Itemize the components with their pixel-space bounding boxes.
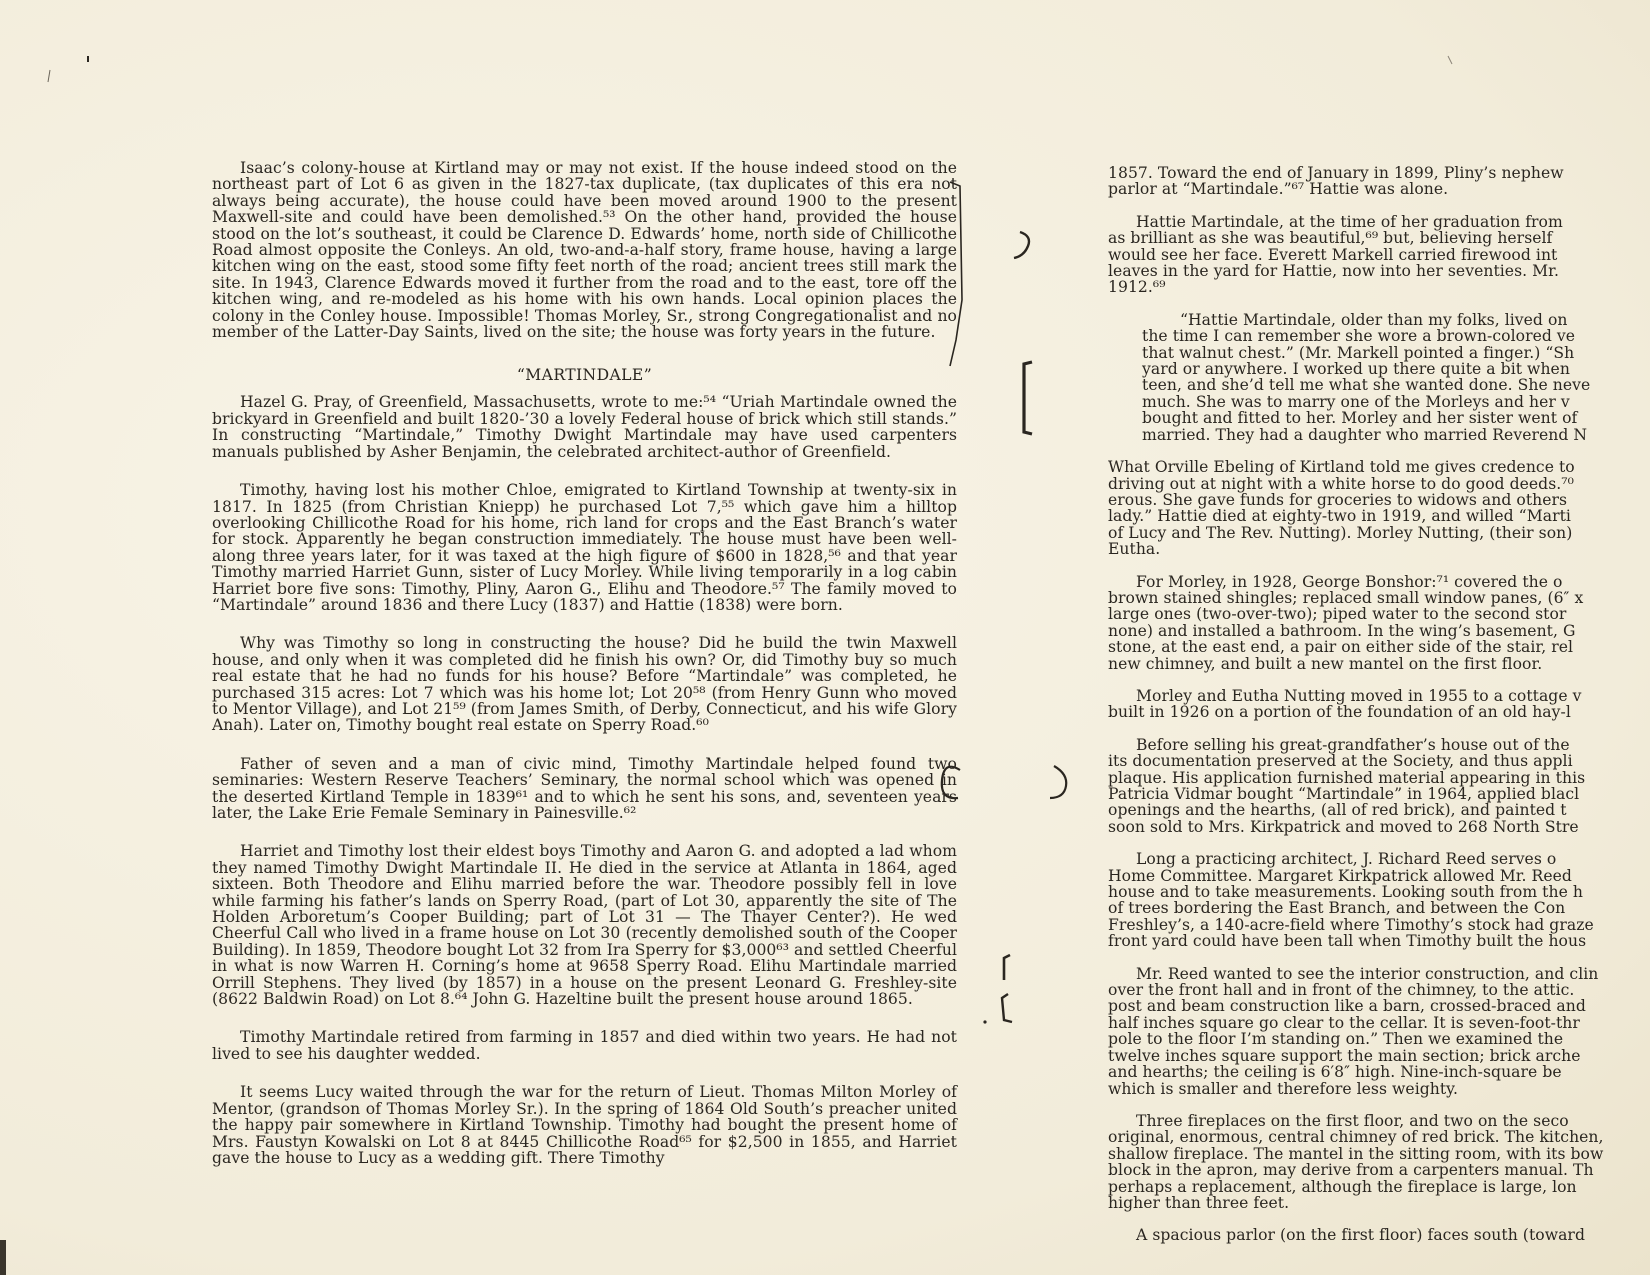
body-line: as brilliant as she was beautiful,⁶⁹ but, believing herself bbox=[1108, 229, 1553, 248]
quote-line: that walnut chest.” (Mr. Markell pointed a finger.) “Sh bbox=[1142, 343, 1575, 362]
quote-line: teen, and she’d tell me what she wanted done. She neve bbox=[1142, 376, 1591, 395]
body-paragraph: Timothy Martindale retired from farming in 1857 and died within two years. He had not lived to see his daughter wedded. bbox=[212, 1028, 957, 1063]
quote-line: bought and fitted to her. Morley and her sister went of bbox=[1142, 409, 1578, 428]
body-line: Hattie Martindale, at the time of her graduation from bbox=[1136, 212, 1563, 231]
body-line: parlor at “Martindale.”⁶⁷ Hattie was alone. bbox=[1108, 180, 1449, 199]
quote-line: married. They had a daughter who married Reverend N bbox=[1142, 425, 1588, 444]
body-line: lady.” Hattie died at eighty-two in 1919, and willed “Marti bbox=[1108, 507, 1571, 526]
body-line: Mr. Reed wanted to see the interior construction, and clin bbox=[1136, 964, 1599, 983]
body-line: and hearths; the ceiling is 6′8″ high. Nine-inch-square be bbox=[1108, 1063, 1562, 1082]
body-paragraph: Harriet and Timothy lost their eldest boys Timothy and Aaron G. and adopted a lad whom they named Timothy Dwight Martindale II. He died in the service at Atlanta in 1864, aged sixteen. Both Theodore and Elihu married before the war. Theodore possibly fell in love while farming his father’s lands on Sperry Road, (part of Lot 30, apparently the site of The Holden Arboretum’s Cooper Building; part of Lot 31 — The Thayer Center?). He wed Cheerful Call who lived in a frame house on Lot 30 (recently demolished south of the Cooper Building). In 1859, Theodore bought Lot 32 from Ira Sperry for $3,000⁶³ and settled Cheerful in what is now Warren H. Corning’s home at 9658 Sperry Road. Elihu Martindale married Orrill Stephens. They lived (by 1857) in a house on the present Leonard G. Freshley-site (8622 Baldwin Road) on Lot 8.⁶⁴ John G. Hazeltine built the present house around 1865. bbox=[212, 842, 957, 1009]
body-line: plaque. His application furnished material appearing in this bbox=[1108, 768, 1586, 787]
body-line: driving out at night with a white horse to do good deeds.⁷⁰ bbox=[1108, 474, 1574, 493]
body-line: Long a practicing architect, J. Richard Reed serves o bbox=[1136, 850, 1557, 869]
body-line: original, enormous, central chimney of red brick. The kitchen, bbox=[1108, 1128, 1604, 1147]
body-paragraph: Timothy, having lost his mother Chloe, emigrated to Kirtland Township at twenty-six in 1817. In 1825 (from Christian Kniepp) he purchased Lot 7,⁵⁵ which gave him a hilltop overlooking Chillicothe Road for his home, rich land for crops and the East Branch’s water for stock. Apparently he began construction immediately. The house must have been well-along three years later, for it was taxed at the high figure of $600 in 1828,⁵⁶ and that year Timothy married Harriet Gunn, sister of Lucy Morley. While living temporarily in a log cabin Harriet bore five sons: Timothy, Pliny, Aaron G., Elihu and Theodore.⁵⁷ The family moved to “Martindale” around 1836 and there Lucy (1837) and Hattie (1838) were born. bbox=[212, 481, 957, 614]
body-line: 1912.⁶⁹ bbox=[1108, 278, 1166, 297]
quote-line: the time I can remember she wore a brown-colored ve bbox=[1142, 327, 1576, 346]
quote-line: yard or anywhere. I worked up there quite a bit when bbox=[1142, 360, 1570, 379]
body-line: Patricia Vidmar bought “Martindale” in 1964, applied blacl bbox=[1108, 785, 1580, 803]
body-line: half inches square go clear to the cellar. It is seven-foot-thr bbox=[1108, 1013, 1580, 1032]
body-line: post and beam construction like a barn, crossed-braced and bbox=[1108, 997, 1586, 1016]
body-line: of trees bordering the East Branch, and between the Con bbox=[1108, 899, 1566, 918]
body-paragraph: It seems Lucy waited through the war for the return of Lieut. Thomas Milton Morley of Mentor, (grandson of Thomas Morley Sr.). In the spring of 1864 Old South’s preacher united the happy pair somewhere in Kirtland Township. Timothy had bought the present home of Mrs. Faustyn Kowalski on Lot 8 at 8445 Chillicothe Road⁶⁵ for $2,500 in 1855, and Harriet gave the house to Lucy as a wedding gift. There Timothy bbox=[212, 1083, 957, 1167]
quote-line: much. She was to marry one of the Morleys and her v bbox=[1142, 392, 1570, 411]
body-line: would see her face. Everett Markell carried firewood int bbox=[1108, 245, 1558, 264]
body-line: which is smaller and therefore less weighty. bbox=[1108, 1079, 1458, 1098]
body-line: built in 1926 on a portion of the foundation of an old hay-l bbox=[1108, 703, 1571, 722]
body-line: front yard could have been tall when Timothy built the hous bbox=[1108, 932, 1587, 951]
body-line: soon sold to Mrs. Kirkpatrick and moved to 268 North Stre bbox=[1108, 817, 1579, 836]
body-line: openings and the hearths, (all of red brick), and painted t bbox=[1108, 801, 1567, 820]
body-line: Before selling his great-grandfather’s house out of the bbox=[1136, 735, 1570, 754]
body-line: over the front hall and in front of the chimney, to the attic. bbox=[1108, 981, 1575, 1000]
body-line: brown stained shingles; replaced small window panes, (6″ x bbox=[1108, 588, 1584, 607]
body-line: shallow fireplace. The mantel in the sitting room, with its bow bbox=[1108, 1144, 1604, 1163]
page-edge-shadow bbox=[0, 1240, 6, 1275]
body-line: perhaps a replacement, although the fireplace is large, lon bbox=[1108, 1177, 1577, 1196]
body-line: large ones (two-over-two); piped water to the second stor bbox=[1108, 605, 1567, 624]
body-line: Morley and Eutha Nutting moved in 1955 to a cottage v bbox=[1136, 686, 1582, 705]
section-heading: “MARTINDALE” bbox=[516, 366, 653, 385]
body-line: A spacious parlor (on the first floor) faces south (toward bbox=[1136, 1226, 1585, 1245]
body-line: twelve inches square support the main section; brick arche bbox=[1108, 1046, 1581, 1065]
body-line: house and to take measurements. Looking south from the h bbox=[1108, 883, 1583, 902]
body-line: Eutha. bbox=[1108, 540, 1161, 559]
body-line: new chimney, and built a new mantel on the first floor. bbox=[1108, 654, 1543, 673]
body-paragraph: Why was Timothy so long in constructing the house? Did he build the twin Maxwell house, and only when it was completed did he finish his own? Or, did Timothy buy so much real estate that he had no funds for his house? Before “Martindale” was completed, he purchased 315 acres: Lot 7 which was his home lot; Lot 20⁵⁸ (from Henry Gunn who moved to Mentor Village), and Lot 21⁵⁹ (from James Smith, of Derby, Connecticut, and his wife Glory Anah). Later on, Timothy bought real estate on Sperry Road.⁶⁰ bbox=[212, 634, 957, 735]
body-line: its documentation preserved at the Society, and thus appli bbox=[1108, 752, 1573, 771]
body-line: leaves in the yard for Hattie, now into her seventies. Mr. bbox=[1108, 262, 1559, 281]
intro-paragraph: Isaac’s colony-house at Kirtland may or may not exist. If the house indeed stood on the northeast part of Lot 6 as given in the 1827-tax duplicate, (tax duplicates of this era not always being accurate), the house could have been moved around 1900 to the present Maxwell-site and could have been demolished.⁵³ On the other hand, provided the house stood on the lot’s southeast, it could be Clarence D. Edwards’ home, north side of Chillicothe Road almost opposite the Conleys. An old, two-and-a-half story, frame house, having a large kitchen wing on the east, stood some fifty feet north of the road; ancient trees still mark the site. In 1943, Clarence Edwards moved it further from the road and to the east, tore off the kitchen wing, and re-modeled as his home with his own hands. Local opinion places the colony in the Conley house. Impossible! Thomas Morley, Sr., strong Congregationalist and no member of the Latter-Day Saints, lived on the site; the house was forty years in the future. bbox=[212, 159, 957, 342]
body-line: of Lucy and The Rev. Nutting). Morley Nutting, (their son) bbox=[1108, 523, 1573, 542]
body-line: pole to the floor I’m standing on.” Then we examined the bbox=[1108, 1030, 1564, 1049]
body-line: erous. She gave funds for groceries to widows and others bbox=[1108, 490, 1568, 509]
body-line: higher than three feet. bbox=[1108, 1193, 1290, 1212]
body-line: block in the apron, may derive from a carpenters manual. Th bbox=[1108, 1161, 1594, 1180]
body-line: Freshley’s, a 140-acre-field where Timothy’s stock had graze bbox=[1108, 915, 1594, 934]
right-column bbox=[1108, 164, 1628, 1245]
body-line: What Orville Ebeling of Kirtland told me gives credence to bbox=[1108, 458, 1575, 477]
body-line: Three fireplaces on the first floor, and two on the seco bbox=[1136, 1111, 1569, 1130]
body-line: stone, at the east end, a pair on either side of the stair, rel bbox=[1108, 638, 1574, 657]
body-paragraph: Hazel G. Pray, of Greenfield, Massachusetts, wrote to me:⁵⁴ “Uriah Martindale owned the brickyard in Greenfield and built 1820-’30 a lovely Federal house of brick which still stands.” In constructing “Martindale,” Timothy Dwight Martindale may have used carpenters manuals published by Asher Benjamin, the celebrated architect-author of Greenfield. bbox=[212, 393, 957, 461]
quote-line: “Hattie Martindale, older than my folks, lived on bbox=[1180, 310, 1568, 329]
body-line: For Morley, in 1928, George Bonshor:⁷¹ covered the o bbox=[1136, 572, 1563, 591]
body-line: none) and installed a bathroom. In the wing’s basement, G bbox=[1108, 621, 1576, 640]
body-line: 1857. Toward the end of January in 1899, Pliny’s nephew bbox=[1108, 164, 1564, 182]
body-paragraph: Father of seven and a man of civic mind, Timothy Martindale helped found two seminaries: Western Reserve Teachers’ Seminary, the normal school which was opened in the deserted Kirtland Temple in 1839⁶¹ and to which he sent his sons, and, seventeen years later, the Lake Erie Female Seminary in Painesville.⁶² bbox=[212, 754, 957, 822]
body-line: Home Committee. Margaret Kirkpatrick allowed Mr. Reed bbox=[1108, 866, 1572, 885]
